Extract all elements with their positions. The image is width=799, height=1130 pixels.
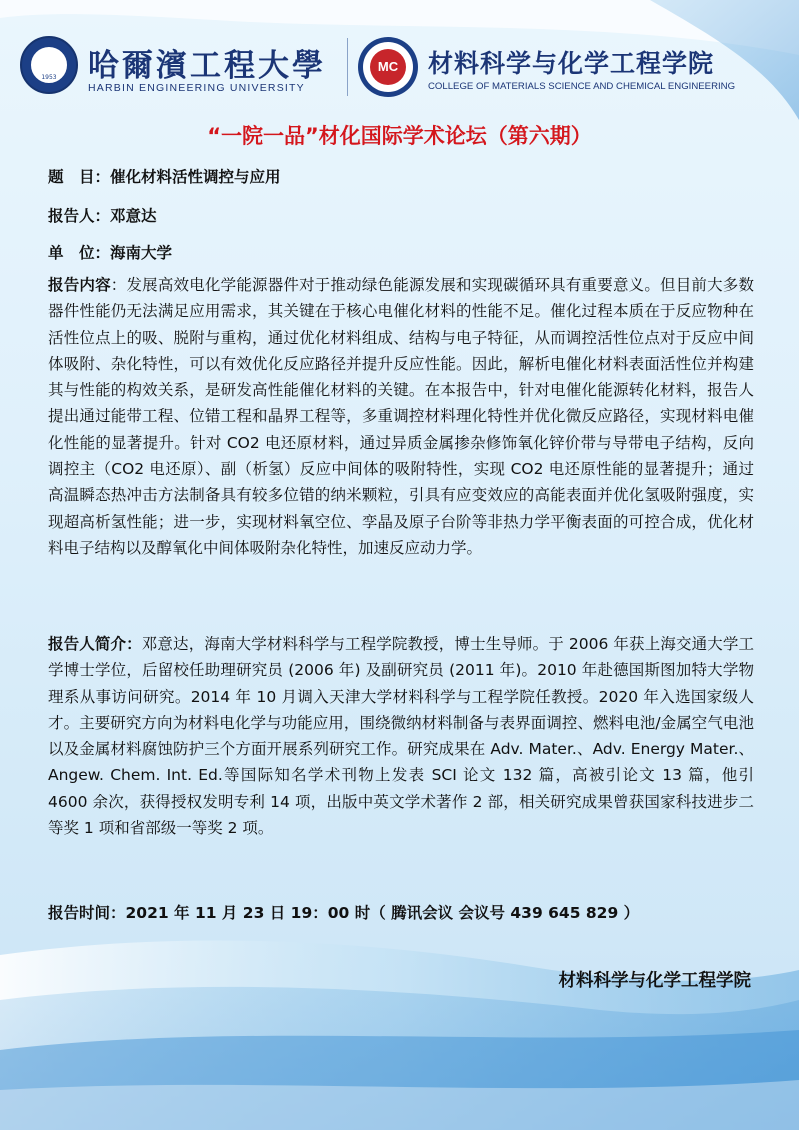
- abstract-paragraph: [48, 272, 754, 561]
- topic-label: 题 目：: [48, 168, 111, 186]
- signature: 材料科学与化学工程学院: [558, 971, 751, 991]
- university-name-cn: 哈爾濱工程大學: [88, 48, 326, 84]
- forum-title: “一院一品”材化国际学术论坛（第六期）: [207, 124, 592, 148]
- heu-emblem-year: 1953: [41, 74, 57, 81]
- report-time-value: 2021 年 11 月 23 日 19：00 时（ 腾讯会议 会议号 439 645 829 ）: [125, 904, 640, 922]
- college-name-en: COLLEGE OF MATERIALS SCIENCE AND CHEMICAL ENGINEERING: [428, 81, 736, 92]
- heu-emblem-icon: [20, 36, 78, 94]
- bio-text: 邓意达，海南大学材料科学与工程学院教授，博士生导师。于 2006 年获上海交通大学工学博士学位，后留校任助理研究员 (2006 年) 及副研究员 (2011 年)。2010 年赴德国斯图加特大学物理系从事访问研究。2014 年 10 月调入天津大学材料科学与工程学院任教授。2020 年入选国家级人才。主要研究方向为材料电化学与功能应用，围绕微纳材料制备与表界面调控、燃料电池/金属空气电池以及金属材料腐蚀防护三个方面开展系列研究工作。研究成果在 Adv. Mater.、Adv. Energy Mater.、Angew. Chem. Int. Ed.等国际知名学术刊物上发表 SCI 论文 132 篇，高被引论文 13 篇，他引 4600 余次，获得授权发明专利 14 项，出版中英文学术著作 2 部，相关研究成果曾获国家科技进步二等奖 1 项和省部级一等奖 2 项。: [48, 635, 754, 838]
- unit-line: [48, 241, 172, 263]
- header-divider: [347, 38, 348, 96]
- speaker-line: [48, 204, 157, 226]
- unit-label: 单 位：: [48, 244, 111, 262]
- university-name-en: HARBIN ENGINEERING UNIVERSITY: [88, 82, 305, 94]
- abstract-label: 报告内容: [48, 276, 111, 294]
- bio-label: 报告人简介：: [48, 635, 142, 653]
- college-name-cn: 材料科学与化学工程学院: [428, 49, 715, 78]
- report-time-label: 报告时间：: [48, 904, 126, 922]
- unit-value: 海南大学: [110, 244, 173, 262]
- abstract-text: ：发展高效电化学能源器件对于推动绿色能源发展和实现碳循环具有重要意义。但目前大多数器件性能仍无法满足应用需求，其关键在于核心电催化材料的性能不足。催化过程本质在于反应物种在活性位点上的吸、脱附与重构，通过优化材料组成、结构与电子特征，从而调控活性位点对于反应中间体吸附、杂化特性，可以有效优化反应路径并提升反应性能。因此，解析电催化材料表面活性位并构建其与性能的构效关系，是研发高性能催化材料的关键。在本报告中，针对电催化能源转化材料，报告人提出通过能带工程、位错工程和晶界工程等，多重调控材料理化特性并优化微反应路径，实现材料电催化性能的显著提升。针对 CO2 电还原材料，通过异质金属掺杂修饰氧化锌价带与导带电子结构，反向调控主（CO2 电还原）、副（析氢）反应中间体的吸附特性，实现 CO2 电还原性能的显著提升；通过高温瞬态热冲击方法制备具有较多位错的纳米颗粒，引具有应变效应的高能表面并优化氢吸附强度，实现超高析氢性能；进一步，实现材料氧空位、孪晶及原子台阶等非热力学平衡表面的可控合成，优化材料电子结构以及醇氧化中间体吸附杂化特性，加速反应动力学。: [48, 276, 754, 557]
- speaker-label: 报告人：: [48, 207, 111, 225]
- bio-paragraph: [48, 631, 754, 841]
- header: [0, 0, 799, 108]
- topic-line: [48, 165, 281, 187]
- topic-value: 催化材料活性调控与应用: [110, 168, 281, 186]
- college-emblem-text: MC: [370, 49, 406, 85]
- report-time-line: [48, 901, 639, 923]
- college-emblem-icon: [358, 37, 418, 97]
- speaker-value: 邓意达: [110, 207, 157, 225]
